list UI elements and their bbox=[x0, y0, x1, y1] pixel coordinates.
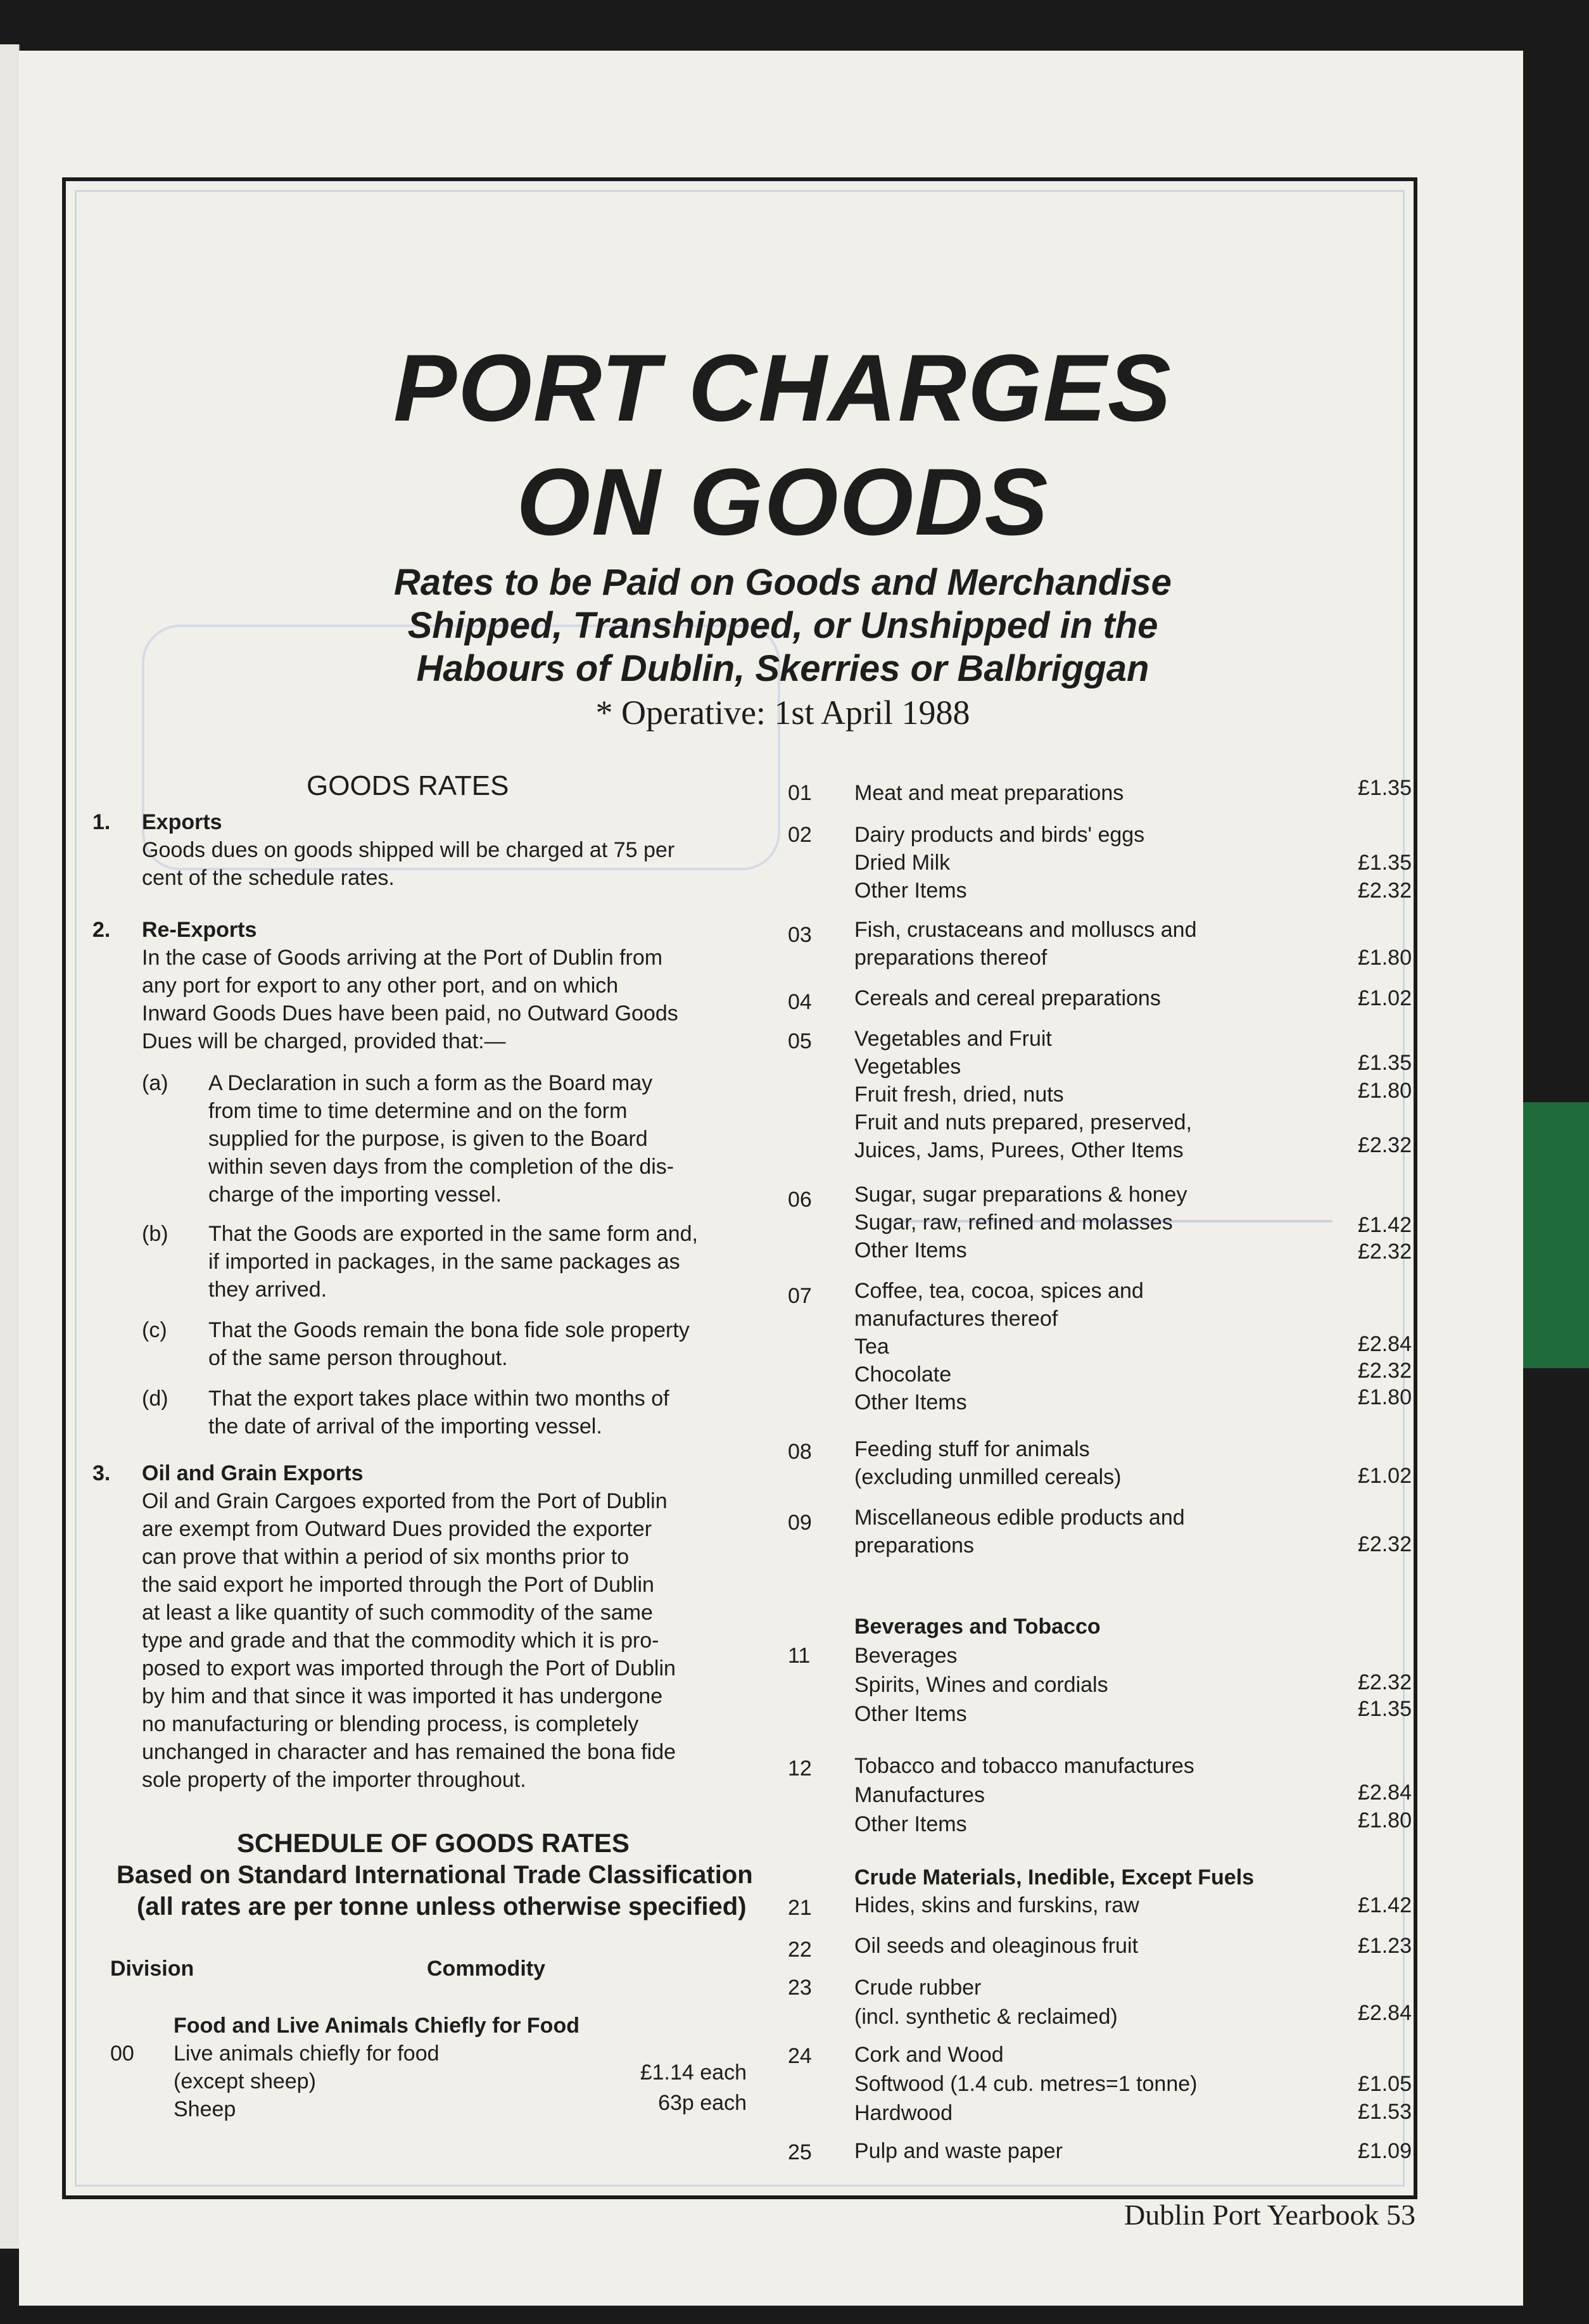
rate-value: £2.32 bbox=[1357, 1670, 1412, 1694]
facing-page-edge bbox=[0, 44, 20, 2249]
subtitle-line2: Shipped, Transhipped, or Unshipped in the bbox=[407, 605, 1158, 646]
commodity-text: Vegetables and Fruit bbox=[854, 1027, 1052, 1051]
text-line: within seven days from the completion of the dis- bbox=[208, 1155, 674, 1179]
commodity-text: Tea bbox=[854, 1335, 889, 1359]
text-line: unchanged in character and has remained the bona fide bbox=[142, 1740, 676, 1764]
division-number: 23 bbox=[788, 1976, 812, 2000]
rate-value: £1.09 bbox=[1357, 2139, 1412, 2163]
commodity-text: Miscellaneous edible products and bbox=[854, 1506, 1185, 1530]
content-frame: ⠀ PORT CHARGES ON GOODS Rates to be Paid on Goods and Merchandise Shipped, Transhipped, or Unshipped in the Habours of Dublin, Skerries or Balbriggan * Operative: 1st April 1988 GOODS RATES 1. Exports Goods dues on goods shipped will be charged at 75 per cent of the schedule rates. 2. Re-Exports In the case of Goods arriving at the Port of Dublin from any port for export to any other port, and on which Inward Goods Dues have been paid, no Outward Goods Dues will be charged, provided that:— (a) A Declaration in such a form as the Board may from time to time determine and on the form supplied for the purpose, is given to the Board within seven days from the completion of the dis- charge of the importing vessel. (b) That the Goods are exported in the same form and, if imported in packages, in the same packages as they arrived. (c) That the Goods remain the bona fide sole property of the same person throughout. (d) That the export takes place within two months of the date of arrival of the importing vessel. 3. Oil and Grain Exports Oil and Grain Cargoes exported from the Port of Dublin are exempt from Outward Dues provided the exporter can prove that within a period of six months prior to the said export he imported through the Port of Dublin at least a like quantity of such commodity of the same type and grade and that the commodity which it is pro- posed to export was imported through the Port of Dublin by him and that since it was imported it has undergone no manufacturing or blending process, is completely unchanged in character and has remained the bona fide sole property of the importer throughout. SCHEDULE OF GOODS RATES Based on Standard International Trade Classification (all rates are per tonne unless otherwise specified) Division Commodity Food and Live Animals Chiefly for Food 00 Live animals chiefly for food (except sheep) £1.14 each Sheep 63p each 01 Meat and meat preparations £1.35 02 Dairy products and birds' eggs Dried Milk £1.35 Other Items £2.32 03 Fish, crustaceans and molluscs and preparations thereof £1.80 04 Cereals and cereal preparations £1.02 05 Vegetables and Fruit Vegetables £1.35 Fruit fresh, dried, nuts £1.80 Fruit and nuts prepared, preserved, Juices, Jams, Purees, Other Items £2.32 06 Sugar, sugar preparations & honey Sugar, raw, refined and molasses £1.42 Other Items £2.32 07 Coffee, tea, cocoa, spices and manufactures thereof Tea £2.84 Chocolate £2.32 Other Items £1.80 08 Feeding stuff for animals (excluding unmilled cereals) £1.02 09 Miscellaneous edible products and preparations £2.32 Beverages and Tobacco 11 Beverages Spirits, Wines and cordials £2.32 Other Items £1.35 12 Tobacco and tobacco manufactures Manufactures £2.84 Other Items £1.80 Crude Materials, Inedible, Except Fuels 21 Hides, skins and furskins, raw £1.42 22 Oil seeds and oleaginous fruit £1.23 23 Crude rubber (incl. synthetic & reclaimed) £2.84 24 Cork and Wood Softwood (1.4 cub. metres=1 tonne) £1.05 Hardwood £1.53 25 Pulp and waste paper £1.09 bbox=[62, 177, 1417, 2199]
rate-value: £1.14 each bbox=[640, 2060, 747, 2085]
commodity-text: (incl. synthetic & reclaimed) bbox=[854, 2005, 1118, 2029]
text-line: any port for export to any other port, and on which bbox=[142, 974, 619, 998]
clause-label: (c) bbox=[142, 1318, 167, 1342]
section-number: 2. bbox=[92, 918, 111, 942]
text-line: Live animals chiefly for food bbox=[174, 2041, 440, 2066]
commodity-text: Cereals and cereal preparations bbox=[854, 986, 1161, 1010]
commodity-text: preparations thereof bbox=[854, 946, 1048, 970]
rate-value: £2.32 bbox=[1357, 1133, 1412, 1157]
commodity-text: Pulp and waste paper bbox=[854, 2139, 1063, 2163]
text-line: cent of the schedule rates. bbox=[142, 866, 395, 890]
commodity-text: Juices, Jams, Purees, Other Items bbox=[854, 1138, 1184, 1162]
commodity-text: Softwood (1.4 cub. metres=1 tonne) bbox=[854, 2072, 1198, 2096]
text-line: supplied for the purpose, is given to the Board bbox=[208, 1127, 648, 1151]
commodity-text: Vegetables bbox=[854, 1055, 961, 1079]
commodity-text: Spirits, Wines and cordials bbox=[854, 1673, 1108, 1697]
division-number: 02 bbox=[788, 823, 812, 847]
commodity-text: (excluding unmilled cereals) bbox=[854, 1465, 1122, 1489]
division-number: 25 bbox=[788, 2140, 812, 2164]
rate-value: £1.35 bbox=[1357, 776, 1412, 800]
commodity-text: Feeding stuff for animals bbox=[854, 1437, 1090, 1461]
commodity-text: Sugar, sugar preparations & honey bbox=[854, 1183, 1187, 1207]
text-line: (except sheep) bbox=[174, 2069, 316, 2093]
section-title-exports: Exports bbox=[142, 810, 222, 834]
rate-value: £2.32 bbox=[1357, 1359, 1412, 1383]
category-heading-crude: Crude Materials, Inedible, Except Fuels bbox=[854, 1865, 1255, 1889]
division-number: 12 bbox=[788, 1756, 812, 1781]
commodity-text: Other Items bbox=[854, 1812, 967, 1836]
rate-value: £1.80 bbox=[1357, 946, 1412, 970]
text-line: Inward Goods Dues have been paid, no Outward Goods bbox=[142, 1001, 678, 1025]
commodity-text: Oil seeds and oleaginous fruit bbox=[854, 1934, 1138, 1958]
rate-value: £1.02 bbox=[1357, 986, 1412, 1010]
commodity-text: Other Items bbox=[854, 1390, 967, 1414]
text-line: Sheep bbox=[174, 2097, 236, 2121]
text-line: of the same person throughout. bbox=[208, 1346, 508, 1370]
commodity-text: Beverages bbox=[854, 1644, 958, 1668]
rate-value: £1.35 bbox=[1357, 1051, 1412, 1075]
schedule-note: (all rates are per tonne unless otherwise specified) bbox=[137, 1893, 747, 1921]
rate-value: £2.32 bbox=[1357, 879, 1412, 903]
text-line: That the export takes place within two months of bbox=[208, 1387, 669, 1411]
text-line: are exempt from Outward Dues provided the exporter bbox=[142, 1517, 652, 1541]
commodity-text: Meat and meat preparations bbox=[854, 781, 1124, 805]
commodity-text: Other Items bbox=[854, 879, 967, 903]
rate-value: £1.53 bbox=[1357, 2100, 1412, 2124]
rate-value: £1.23 bbox=[1357, 1934, 1412, 1958]
text-line: Oil and Grain Cargoes exported from the Port of Dublin bbox=[142, 1489, 668, 1513]
text-line: at least a like quantity of such commodity of the same bbox=[142, 1601, 653, 1625]
division-number: 01 bbox=[788, 781, 812, 805]
section-title-oil-grain: Oil and Grain Exports bbox=[142, 1461, 364, 1485]
section-title-re-exports: Re-Exports bbox=[142, 918, 257, 942]
text-line: they arrived. bbox=[208, 1278, 327, 1302]
column-header-commodity: Commodity bbox=[427, 1957, 545, 1981]
page-title-line1: PORT CHARGES bbox=[393, 334, 1172, 441]
division-number: 05 bbox=[788, 1029, 812, 1053]
commodity-text: Dairy products and birds' eggs bbox=[854, 823, 1145, 847]
rate-value: £1.42 bbox=[1357, 1893, 1412, 1917]
operative-date: * Operative: 1st April 1988 bbox=[595, 694, 970, 732]
text-line: the date of arrival of the importing vessel. bbox=[208, 1414, 602, 1438]
column-header-division: Division bbox=[110, 1957, 194, 1981]
text-line: by him and that since it was imported it has undergone bbox=[142, 1684, 663, 1708]
category-heading-beverages: Beverages and Tobacco bbox=[854, 1615, 1101, 1639]
rate-value: £1.02 bbox=[1357, 1464, 1412, 1488]
commodity-text: Chocolate bbox=[854, 1362, 952, 1387]
rate-value: £1.80 bbox=[1357, 1808, 1412, 1832]
rate-value: £1.80 bbox=[1357, 1079, 1412, 1103]
schedule-subheading: Based on Standard International Trade Classification bbox=[117, 1861, 753, 1889]
commodity-text: Cork and Wood bbox=[854, 2043, 1004, 2067]
rate-value: £1.35 bbox=[1357, 851, 1412, 875]
division-number: 07 bbox=[788, 1284, 812, 1308]
text-line: from time to time determine and on the form bbox=[208, 1099, 628, 1123]
division-number: 11 bbox=[788, 1644, 811, 1668]
commodity-text: Coffee, tea, cocoa, spices and bbox=[854, 1279, 1144, 1303]
commodity-text: Tobacco and tobacco manufactures bbox=[854, 1754, 1194, 1778]
rate-value: £2.84 bbox=[1357, 1781, 1412, 1805]
rate-value: £2.84 bbox=[1357, 2001, 1412, 2025]
schedule-heading: SCHEDULE OF GOODS RATES bbox=[237, 1828, 630, 1858]
commodity-text: manufactures thereof bbox=[854, 1307, 1058, 1331]
page-footer: Dublin Port Yearbook 53 bbox=[1124, 2199, 1416, 2231]
division-number: 24 bbox=[788, 2044, 812, 2068]
text-line: posed to export was imported through the Port of Dublin bbox=[142, 1656, 676, 1680]
commodity-text: Hardwood bbox=[854, 2101, 953, 2125]
commodity-text: Fruit and nuts prepared, preserved, bbox=[854, 1110, 1192, 1134]
division-number: 00 bbox=[110, 2041, 134, 2066]
subtitle-line1: Rates to be Paid on Goods and Merchandise bbox=[394, 562, 1172, 603]
text-line: That the Goods are exported in the same form and, bbox=[208, 1222, 698, 1246]
text-line: if imported in packages, in the same packages as bbox=[208, 1250, 680, 1274]
page bbox=[19, 51, 1523, 2306]
division-number: 06 bbox=[788, 1188, 812, 1212]
rate-value: £1.42 bbox=[1357, 1213, 1412, 1237]
rate-value: £1.05 bbox=[1357, 2072, 1412, 2096]
clause-label: (a) bbox=[142, 1071, 168, 1095]
commodity-text: Other Items bbox=[854, 1702, 967, 1726]
category-heading-food: Food and Live Animals Chiefly for Food bbox=[174, 2014, 579, 2038]
rate-value: £1.80 bbox=[1357, 1385, 1412, 1409]
subtitle-line3: Habours of Dublin, Skerries or Balbriggan bbox=[416, 648, 1149, 689]
commodity-text: Fish, crustaceans and molluscs and bbox=[854, 918, 1197, 942]
text-line: no manufacturing or blending process, is completely bbox=[142, 1712, 639, 1736]
rate-value: £2.32 bbox=[1357, 1532, 1412, 1556]
commodity-text: Sugar, raw, refined and molasses bbox=[854, 1210, 1173, 1235]
commodity-text: Dried Milk bbox=[854, 851, 951, 875]
commodity-text: Other Items bbox=[854, 1238, 967, 1262]
goods-rates-heading: GOODS RATES bbox=[307, 770, 509, 801]
text-line: type and grade and that the commodity which it is pro- bbox=[142, 1629, 659, 1653]
text-line: can prove that within a period of six months prior to bbox=[142, 1545, 630, 1569]
division-number: 22 bbox=[788, 1938, 812, 1962]
division-number: 09 bbox=[788, 1511, 812, 1535]
rate-value: £1.35 bbox=[1357, 1697, 1412, 1721]
clause-label: (b) bbox=[142, 1222, 168, 1246]
text-line: sole property of the importer throughout. bbox=[142, 1768, 526, 1792]
commodity-text: preparations bbox=[854, 1533, 975, 1558]
clause-label: (d) bbox=[142, 1387, 168, 1411]
section-number: 3. bbox=[92, 1461, 111, 1485]
green-tab-decoration bbox=[1523, 1102, 1589, 1368]
text-line: charge of the importing vessel. bbox=[208, 1183, 502, 1207]
division-number: 04 bbox=[788, 990, 812, 1014]
rate-value: £2.32 bbox=[1357, 1240, 1412, 1264]
commodity-text: Fruit fresh, dried, nuts bbox=[854, 1083, 1064, 1107]
rate-value: £2.84 bbox=[1357, 1332, 1412, 1356]
text-line: the said export he imported through the Port of Dublin bbox=[142, 1573, 654, 1597]
text-line: In the case of Goods arriving at the Port of Dublin from bbox=[142, 946, 663, 970]
division-number: 08 bbox=[788, 1440, 812, 1464]
commodity-text: Crude rubber bbox=[854, 1976, 982, 2000]
text-line: That the Goods remain the bona fide sole property bbox=[208, 1318, 690, 1342]
section-number: 1. bbox=[92, 810, 111, 834]
commodity-text: Manufactures bbox=[854, 1783, 985, 1807]
division-number: 21 bbox=[788, 1896, 812, 1920]
commodity-text: Hides, skins and furskins, raw bbox=[854, 1893, 1139, 1917]
text-line: A Declaration in such a form as the Board may bbox=[208, 1071, 653, 1095]
text-line: Dues will be charged, provided that:— bbox=[142, 1029, 506, 1053]
rate-value: 63p each bbox=[658, 2091, 747, 2115]
page-title-line2: ON GOODS bbox=[516, 448, 1049, 555]
text-line: Goods dues on goods shipped will be charged at 75 per bbox=[142, 838, 675, 862]
division-number: 03 bbox=[788, 923, 812, 947]
